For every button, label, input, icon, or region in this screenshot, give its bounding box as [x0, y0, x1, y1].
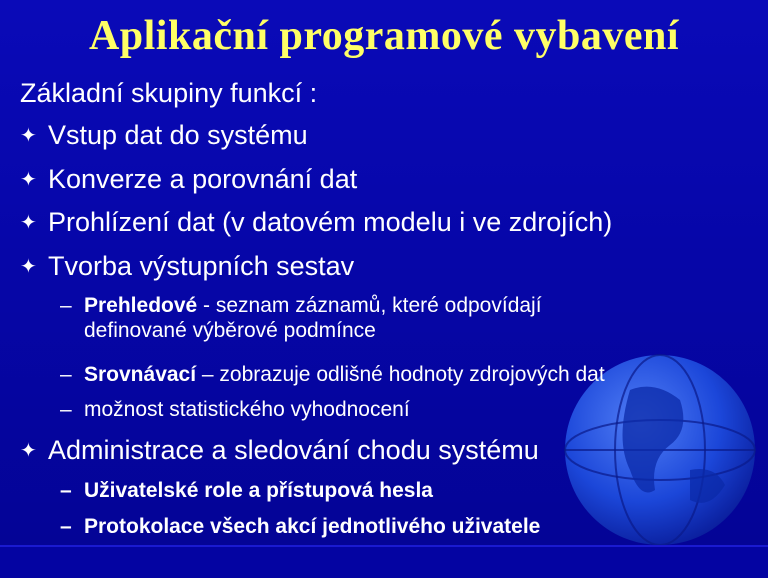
slide-title: Aplikační programové vybavení — [88, 13, 680, 59]
star-bullet-icon: ✦ — [20, 169, 37, 191]
bottom-stripe — [0, 545, 768, 578]
star-bullet-icon: ✦ — [20, 212, 37, 234]
bullet-item: ✦ Administrace a sledování chodu systému — [20, 435, 539, 465]
sub-item: – Prehledové - seznam záznamů, které odpovídají definované výběrové podmínce — [60, 294, 542, 342]
bullet-item: ✦ Tvorba výstupních sestav — [20, 251, 355, 281]
sub-item: – možnost statistického vyhodnocení — [60, 398, 410, 421]
bullet-item: ✦ Prohlízení dat (v datovém modelu i ve zdrojích) — [20, 207, 613, 237]
sub-item: – Uživatelské role a přístupová hesla — [60, 479, 433, 502]
bullet-item: ✦ Konverze a porovnání dat — [20, 164, 358, 194]
star-bullet-icon: ✦ — [20, 125, 37, 147]
section-heading: Základní skupiny funkcí : — [20, 78, 318, 108]
star-bullet-icon: ✦ — [20, 256, 37, 278]
star-bullet-icon: ✦ — [20, 440, 37, 462]
bullet-item: ✦ Vstup dat do systému — [20, 120, 308, 150]
sub-item: – Protokolace všech akcí jednotlivého uživatele — [60, 515, 541, 538]
sub-item: – Srovnávací – zobrazuje odlišné hodnoty zdrojových dat — [60, 363, 605, 386]
